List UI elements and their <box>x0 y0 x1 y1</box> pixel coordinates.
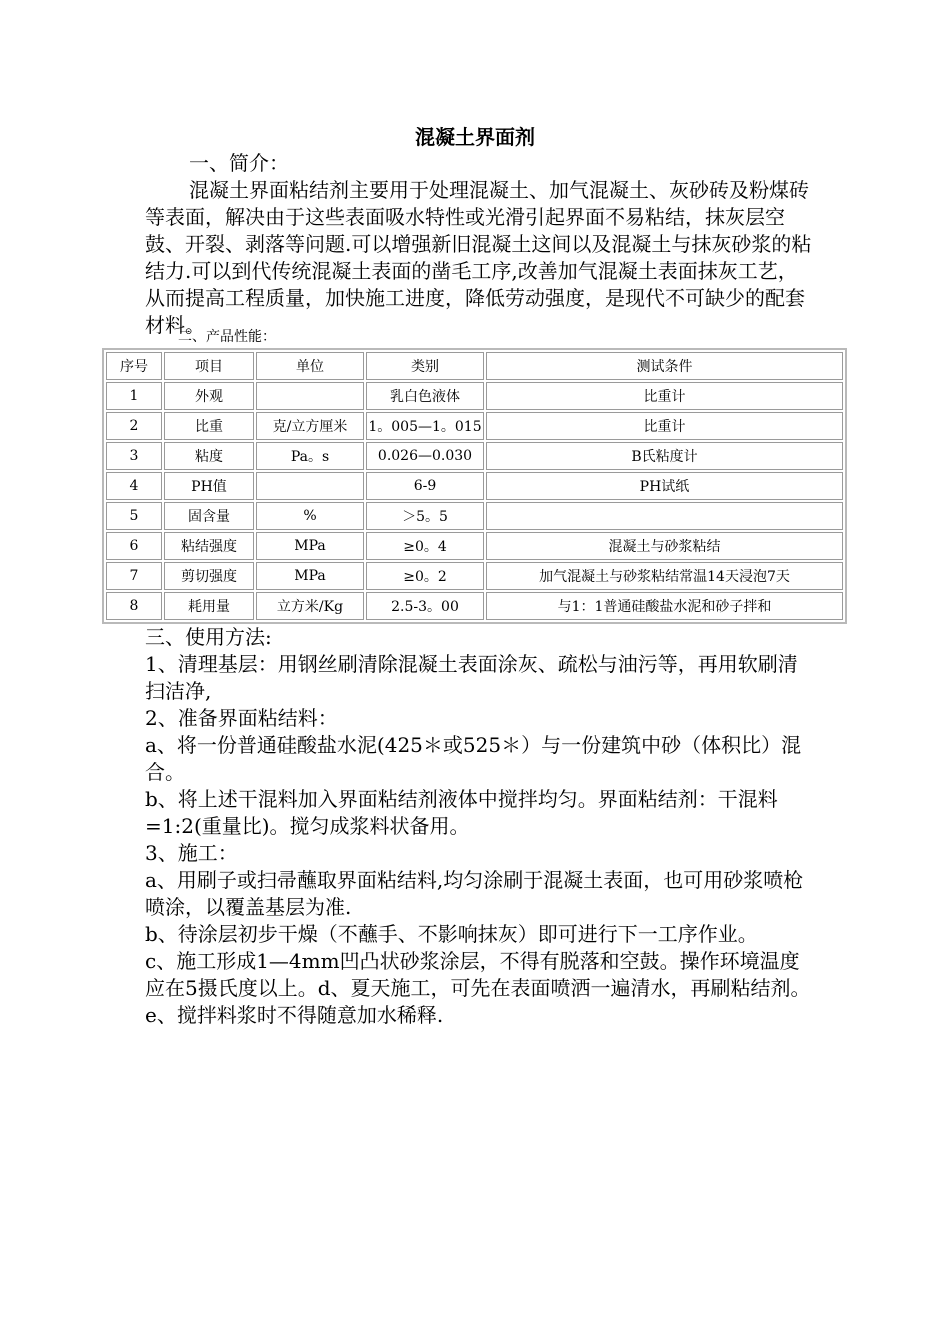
usage-heading: 三、使用方法: <box>145 625 272 649</box>
usage-line: a、用刷子或扫帚蘸取界面粘结料,均匀涂刷于混凝土表面，也可用砂浆喷枪喷涂，以覆盖基层为准. <box>145 868 804 919</box>
usage-line: 1、清理基层：用钢丝刷清除混凝土表面涂灰、疏松与油污等，再用软刷清扫洁净, <box>145 652 798 703</box>
table-cell: 5 <box>106 502 162 530</box>
table-cell: 粘结强度 <box>164 532 254 560</box>
table-cell: 1。005—1。015 <box>366 412 484 440</box>
table-cell: MPa <box>256 532 364 560</box>
performance-table <box>104 350 845 622</box>
column-header: 序号 <box>106 352 162 380</box>
table-cell: 克/立方厘米 <box>256 412 364 440</box>
performance-table-frame <box>102 348 847 624</box>
table-cell: 6 <box>106 532 162 560</box>
table-row <box>106 502 843 530</box>
column-header: 单位 <box>256 352 364 380</box>
usage-line: a、将一份普通硅酸盐水泥(425＊或525＊）与一份建筑中砂（体积比）混合。 <box>145 733 802 784</box>
table-cell: ≥0。4 <box>366 532 484 560</box>
table-cell: 比重计 <box>486 382 843 410</box>
table-header-row <box>106 352 843 380</box>
column-header: 测试条件 <box>486 352 843 380</box>
table-cell <box>256 382 364 410</box>
table-row <box>106 442 843 470</box>
intro-heading: 一、简介： <box>189 151 289 175</box>
table-row <box>106 472 843 500</box>
column-header: 项目 <box>164 352 254 380</box>
table-cell: MPa <box>256 562 364 590</box>
table-row <box>106 592 843 620</box>
table-cell: 固含量 <box>164 502 254 530</box>
table-row <box>106 382 843 410</box>
usage-section <box>145 624 815 1029</box>
table-row <box>106 412 843 440</box>
usage-line: b、将上述干混料加入界面粘结剂液体中搅拌均匀。界面粘结剂：干混料=1:2(重量比)。搅匀成浆料状备用。 <box>145 787 778 838</box>
table-cell: 加气混凝土与砂浆粘结常温14天浸泡7天 <box>486 562 843 590</box>
table-row <box>106 562 843 590</box>
table-cell: 剪切强度 <box>164 562 254 590</box>
table-cell: 7 <box>106 562 162 590</box>
table-cell: 乳白色液体 <box>366 382 484 410</box>
column-header: 类别 <box>366 352 484 380</box>
table-cell: 3 <box>106 442 162 470</box>
table-cell: PH值 <box>164 472 254 500</box>
table-cell: 2.5-3。00 <box>366 592 484 620</box>
table-cell: 0.026—0.030 <box>366 442 484 470</box>
usage-line: e、搅拌料浆时不得随意加水稀释. <box>145 1003 444 1027</box>
table-cell: 6-9 <box>366 472 484 500</box>
table-cell: 立方米/Kg <box>256 592 364 620</box>
table-cell: 8 <box>106 592 162 620</box>
table-cell: 比重计 <box>486 412 843 440</box>
document-title: 混凝土界面剂 <box>415 125 535 149</box>
table-cell: 粘度 <box>164 442 254 470</box>
intro-paragraph: 混凝土界面粘结剂主要用于处理混凝土、加气混凝土、灰砂砖及粉煤砖等表面，解决由于这些表面吸水特性或光滑引起界面不易粘结，抹灰层空鼓、开裂、剥落等问题.可以增强新旧混凝土这间以及混凝土与抹灰砂浆的粘结力.可以到代传统混凝土表面的凿毛工序,改善加气混凝土表面抹灰工艺，从而提高工程质量，加快施工进度，降低劳动强度，是现代不可缺少的配套材料。 <box>145 178 812 337</box>
table-cell <box>486 502 843 530</box>
usage-line: 2、准备界面粘结料： <box>145 706 338 730</box>
usage-line: b、待涂层初步干燥（不蘸手、不影响抹灰）即可进行下一工序作业。 <box>145 922 758 946</box>
table-cell: 外观 <box>164 382 254 410</box>
table-cell: 4 <box>106 472 162 500</box>
table-cell: 耗用量 <box>164 592 254 620</box>
usage-line: c、施工形成1—4mm凹凸状砂浆涂层，不得有脱落和空鼓。操作环境温度应在5摄氏度以上。d、夏天施工，可先在表面喷洒一遍清水，再刷粘结剂。 <box>145 949 811 1000</box>
table-cell: ＞5。5 <box>366 502 484 530</box>
table-cell: 1 <box>106 382 162 410</box>
performance-heading: 二、产品性能： <box>178 329 276 345</box>
table-row <box>106 532 843 560</box>
table-cell: Pa。s <box>256 442 364 470</box>
table-cell <box>256 472 364 500</box>
table-cell: % <box>256 502 364 530</box>
table-cell: 比重 <box>164 412 254 440</box>
table-cell: 混凝土与砂浆粘结 <box>486 532 843 560</box>
table-cell: 与1：1普通硅酸盐水泥和砂子拌和 <box>486 592 843 620</box>
table-cell: B氏粘度计 <box>486 442 843 470</box>
table-cell: ≥0。2 <box>366 562 484 590</box>
usage-line: 3、施工： <box>145 841 238 865</box>
table-cell: 2 <box>106 412 162 440</box>
intro-section <box>145 150 815 339</box>
table-cell: PH试纸 <box>486 472 843 500</box>
